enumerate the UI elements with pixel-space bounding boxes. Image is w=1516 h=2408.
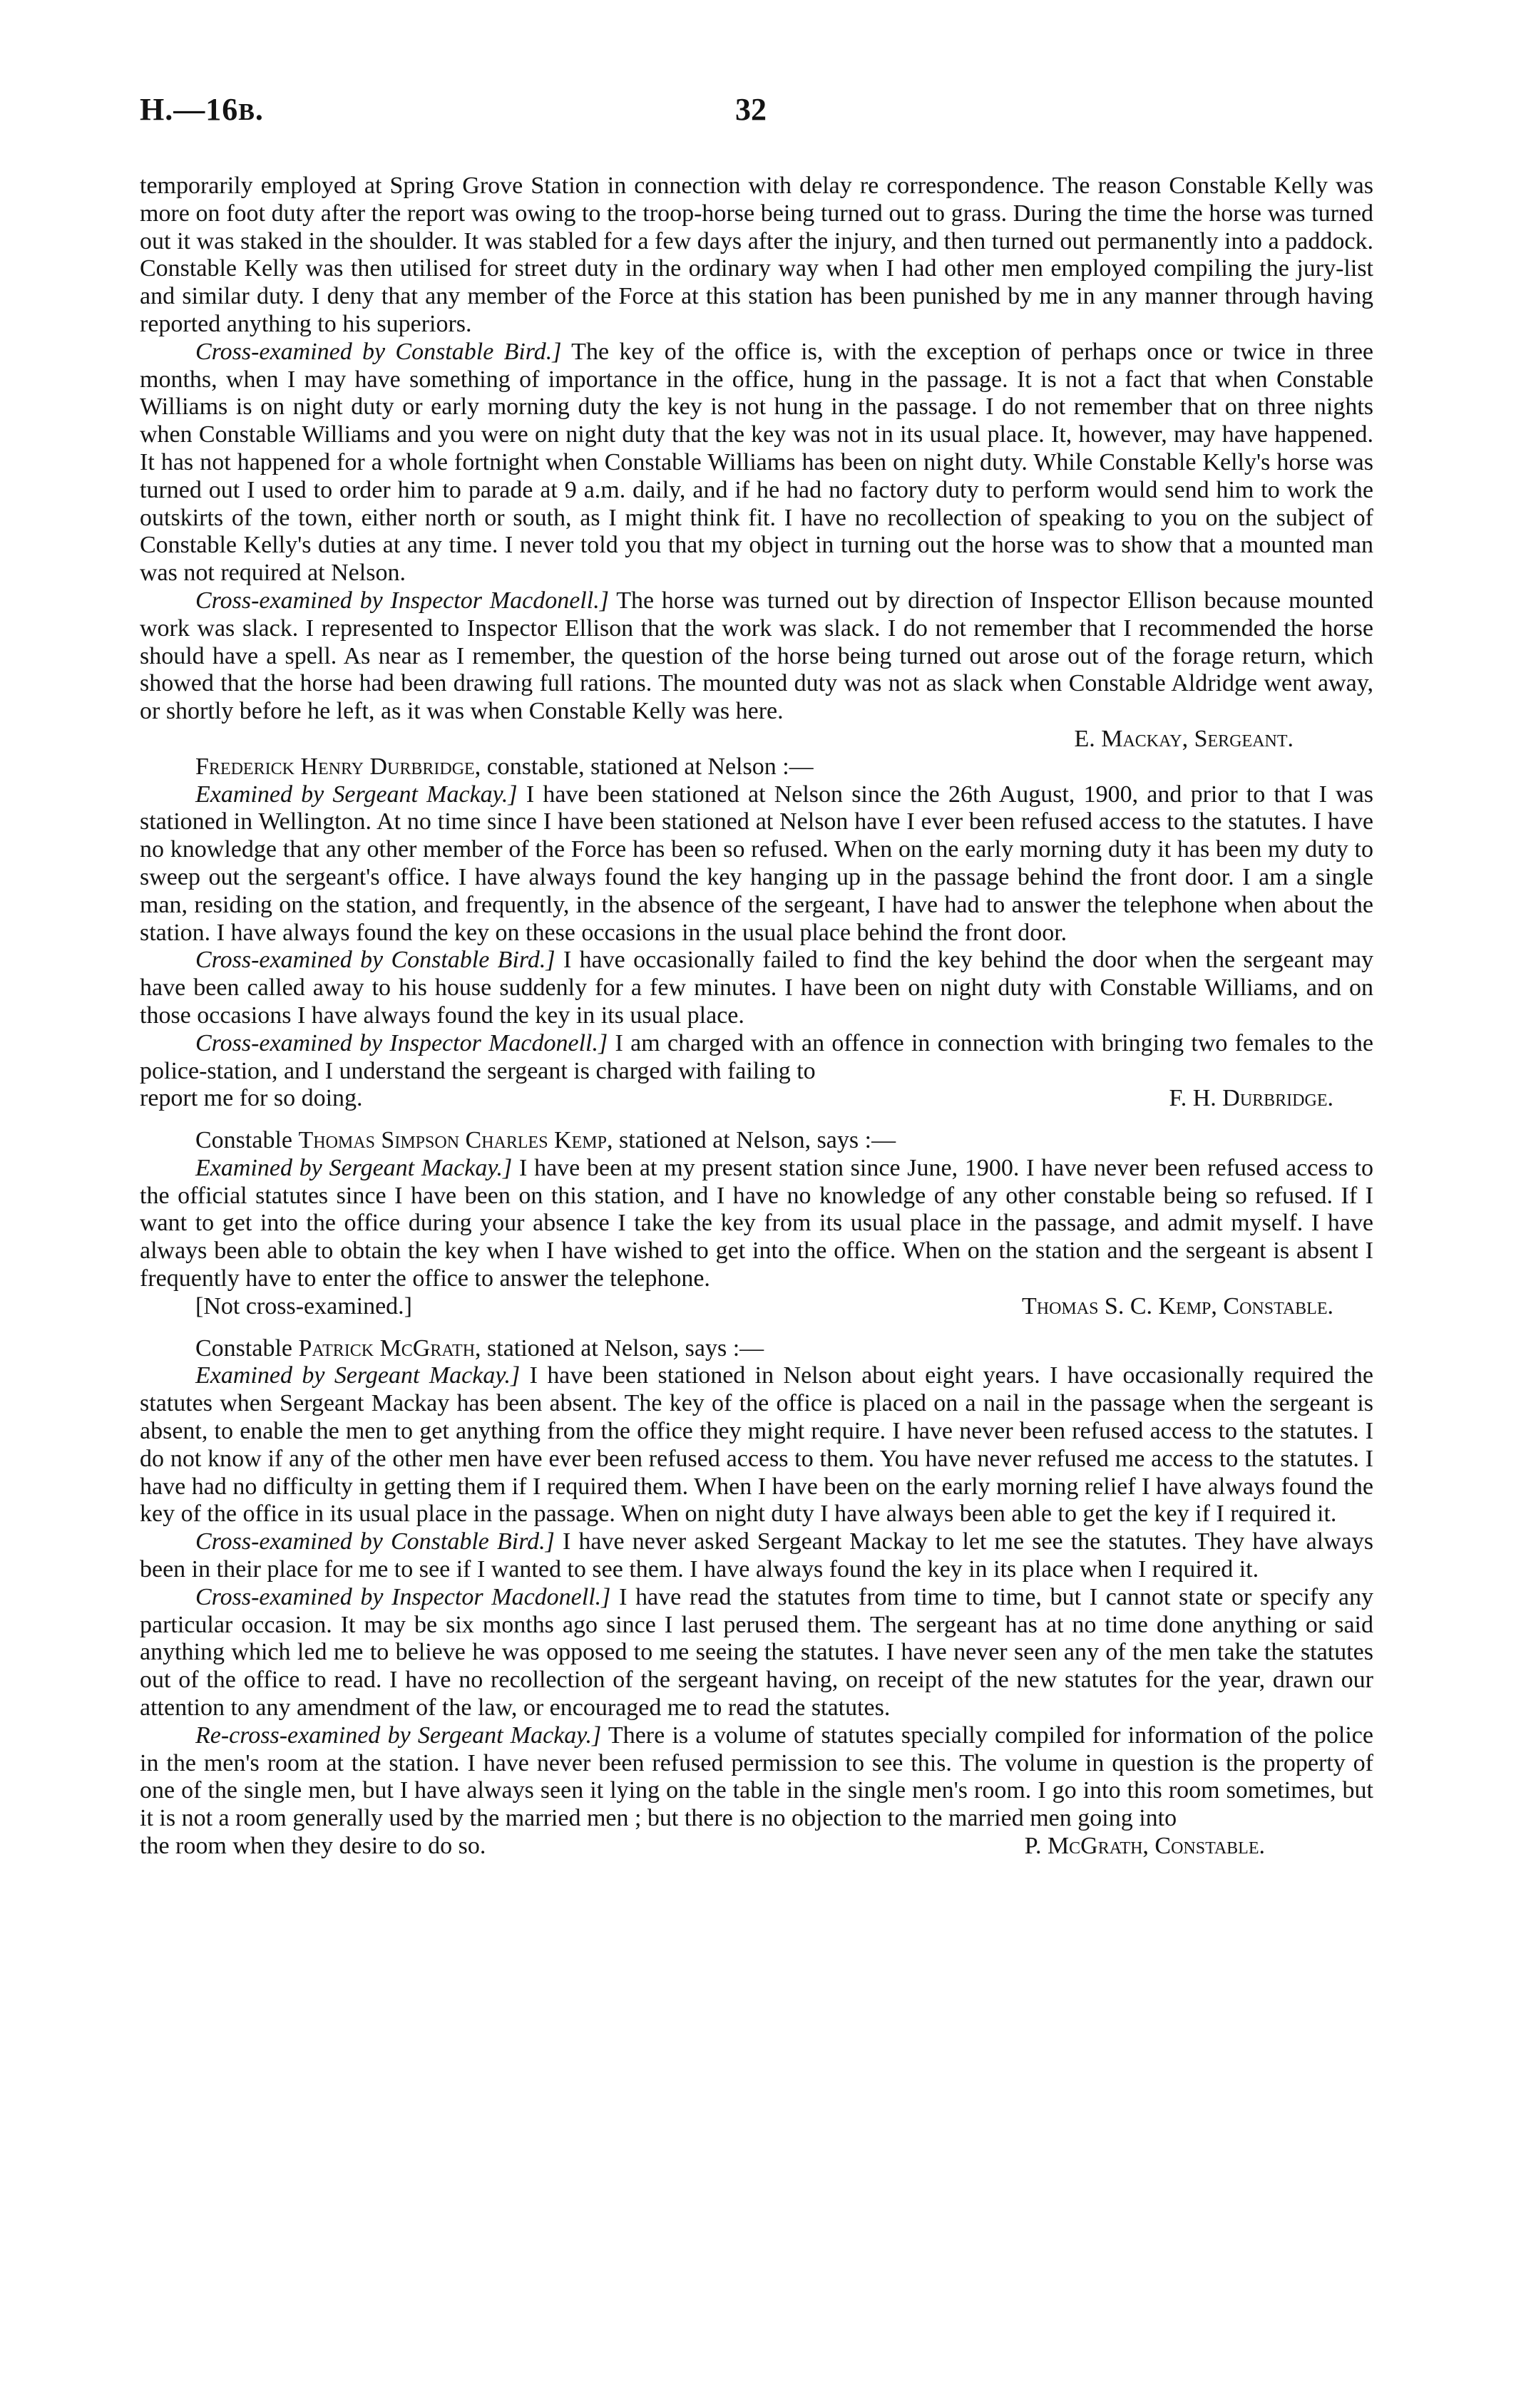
witness-name: Frederick Henry Durbridge — [195, 753, 475, 780]
mackay-cross-macdonell-paragraph — [140, 587, 1373, 726]
mcgrath-cross-bird-paragraph — [140, 1528, 1373, 1584]
witness-heading-kemp — [140, 1127, 1373, 1155]
mackay-continuation-paragraph: temporarily employed at Spring Grove Station in connection with delay re correspondence. The reason Constable Kelly was more on foot duty after the report was owing to the troop-horse being turned out to grass. During the time the horse was turned out it was staked in the shoulder. It was stabled for a few days after the injury, and then turned out permanently into a paddock. Constable Kelly was then utilised for street duty in the ordinary way when I had other men employed compiling the jury-list and similar duty. I deny that any member of the Force at this station has been punished by me in any manner through having reported anything to his superiors. — [140, 173, 1373, 337]
page-header — [140, 91, 1373, 141]
mcgrath-examined-paragraph — [140, 1362, 1373, 1528]
examination-label: Examined by Sergeant Mackay.] — [195, 1362, 521, 1389]
paragraph-text: I have read the statutes from time to time, but I cannot state or specify any particular occasion. It may be six months ago since I last perused them. The sergeant has at no time done anything or said anything which led me to believe he was opposed to me seeing the statutes. I have never seen any of the men take the statutes out of the office to read. I have no recollection of the sergeant having, on receipt of the new statutes for the year, drawn our attention to any amendment of the law, or encouraged me to read the statutes. — [140, 1583, 1373, 1722]
durbridge-examined-paragraph — [140, 781, 1373, 947]
not-cross-examined-note: [Not cross-examined.] — [195, 1292, 413, 1319]
mcgrath-closing-line — [140, 1833, 1373, 1861]
examination-label: Cross-examined by Constable Bird.] — [195, 338, 562, 365]
document-body — [140, 173, 1373, 1861]
paragraph-text-end: report me for so doing. — [140, 1085, 363, 1112]
signature-mcgrath: P. McGrath, Constable. — [1024, 1833, 1265, 1860]
paragraph-text: I have been stationed at Nelson since the 26th August, 1900, and prior to that I was stationed in Wellington. At no time since I have been stationed at Nelson have I ever been refused access to the statutes. I have no knowledge that any other member of the Force has been so refused. When on the early morning duty it has been my duty to sweep out the sergeant's office. I have always found the key hanging up in the passage behind the front door. I am a single man, residing on the station, and frequently, in the absence of the sergeant, I have had to answer the telephone when about the station. I have always found the key on these occasions in the usual place behind the front door. — [140, 781, 1373, 946]
signature-durbridge: F. H. Durbridge. — [1169, 1085, 1333, 1112]
paragraph-text: I have occasionally failed to find the key behind the door when the sergeant may have been called away to his house suddenly for a few minutes. I have been on night duty with Constable Williams, and on those occasions I have always found the key in its usual place. — [140, 947, 1374, 1029]
examination-label: Cross-examined by Inspector Macdonell.] — [195, 1029, 608, 1056]
examination-label: Examined by Sergeant Mackay.] — [195, 1154, 513, 1181]
series-main: H.—16 — [140, 92, 239, 127]
signature-kemp: Thomas S. C. Kemp, Constable. — [1021, 1292, 1333, 1319]
durbridge-cross-macdonell-paragraph — [140, 1030, 1373, 1086]
examination-label: Cross-examined by Inspector Macdonell.] — [195, 1583, 611, 1610]
witness-heading-mcgrath — [140, 1335, 1373, 1363]
mcgrath-recross-mackay-paragraph — [140, 1722, 1373, 1833]
page-number: 32 — [735, 92, 767, 127]
witness-name: Patrick McGrath — [298, 1334, 476, 1362]
durbridge-cross-bird-paragraph — [140, 947, 1373, 1029]
paragraph-text-end: the room when they desire to do so. — [140, 1833, 486, 1860]
mcgrath-cross-macdonell-paragraph — [140, 1584, 1373, 1722]
paragraph-text: I have been at my present station since June, 1900. I have never been refused access to the official statutes since I have been on this station, and I have no knowledge of any other constable being so refused. If I want to get into the office during your absence I take the key from its usual place in the passage, and admit myself. I have always been able to obtain the key when I have wished to get into the office. When on the station and the sergeant is absent I frequently have to enter the office to answer the telephone. — [140, 1154, 1373, 1292]
paragraph-text: There is a volume of statutes specially compiled for information of the police in the men's room at the station. I have never been refused permission to see this. The volume in question is the property of one of the single men, but I have always seen it lying on the table in the single men's room. I go into this room sometimes, but it is not a room generally used by the married men ; but there is no objection to the married men going into — [140, 1722, 1373, 1832]
witness-prefix: Constable — [195, 1334, 299, 1362]
paragraph-text: The horse was turned out by direction of Inspector Ellison because mounted work was slack. I represented to Inspector Ellison that the work was slack. I do not remember that I recommended the horse should have a spell. As near as I remember, the question of the horse being turned out arose out of the forage return, which showed that the horse had been drawing full rations. The mounted duty was not as slack when Constable Aldridge went away, or shortly before he left, as it was when Constable Kelly was here. — [140, 587, 1373, 725]
kemp-closing-line — [140, 1293, 1373, 1321]
witness-intro: , constable, stationed at Nelson :— — [474, 753, 814, 780]
paragraph-text: I am charged with an offence in connection with bringing two females to the police-station, and I understand the sergeant is charged with failing to — [140, 1029, 1374, 1084]
examination-label: Examined by Sergeant Mackay.] — [195, 781, 518, 808]
witness-prefix: Constable — [195, 1127, 299, 1154]
witness-name: Thomas Simpson Charles Kemp — [298, 1127, 607, 1154]
paragraph-text: I have been stationed in Nelson about eight years. I have occasionally required the statutes when Sergeant Mackay has been absent. The key of the office is placed on a nail in the passage when the sergeant is absent, to enable the men to get anything from the office they might require. I have never been refused access to the statutes. I do not know if any of the other men have ever been refused access to them. You have never refused me access to the statutes. I have had no difficulty in getting them if I required them. When I have been on the early morning relief I have always found the key of the office in its usual place in the passage. When on night duty I have always been able to get the key if I required it. — [140, 1362, 1373, 1528]
durbridge-closing-line — [140, 1085, 1373, 1113]
examination-label: Cross-examined by Constable Bird.] — [195, 1528, 555, 1555]
examination-label: Re-cross-examined by Sergeant Mackay.] — [195, 1722, 602, 1749]
paragraph-text: The key of the office is, with the exception of perhaps once or twice in three months, when I may have something of importance in the office, hung in the passage. It is not a fact that when Constable Williams is on night duty or early morning duty the key is not hung in the passage. I do not remember that on three nights when Constable Williams and you were on night duty that the key was not in its usual place. It, however, may have happened. It has not happened for a whole fortnight when Constable Williams has been on night duty. While Constable Kelly's horse was turned out I used to order him to parade at 9 a.m. daily, and if he had no factory duty to perform would send him to work the outskirts of the town, either north or south, as I might think fit. I have no recollection of speaking to you on the subject of Constable Kelly's duties at any time. I never told you that my object in turning out the horse was to show that a mounted man was not required at Nelson. — [140, 338, 1374, 587]
paragraph-text: I have never asked Sergeant Mackay to let me see the statutes. They have always been in their place for me to see if I wanted to see them. I have always found the key in its place when I required it. — [140, 1528, 1373, 1583]
signature-mackay: E. Mackay, Sergeant. — [1074, 725, 1294, 752]
series-letter: B — [238, 99, 255, 125]
witness-heading-durbridge — [140, 753, 1373, 781]
kemp-examined-paragraph — [140, 1155, 1373, 1293]
witness-intro: , stationed at Nelson, says :— — [606, 1127, 896, 1154]
series-reference: H.—16B. — [140, 92, 264, 127]
witness-intro: , stationed at Nelson, says :— — [475, 1334, 764, 1362]
examination-label: Cross-examined by Constable Bird.] — [195, 947, 555, 974]
examination-label: Cross-examined by Inspector Macdonell.] — [195, 587, 609, 614]
mackay-cross-bird-paragraph — [140, 339, 1373, 587]
